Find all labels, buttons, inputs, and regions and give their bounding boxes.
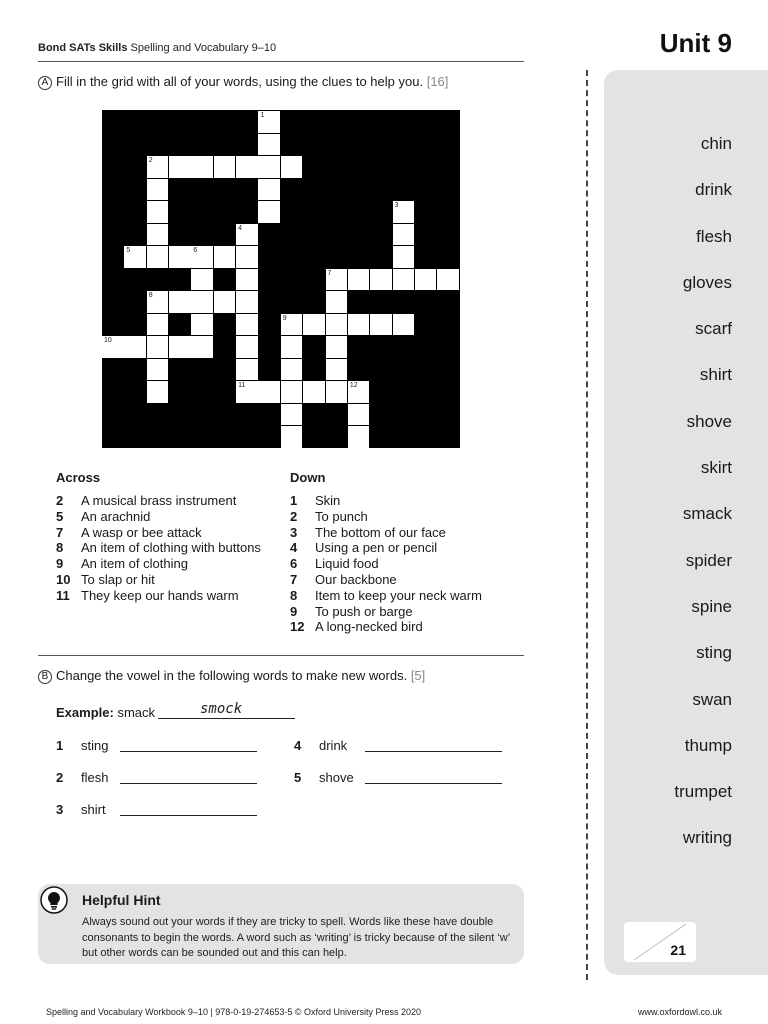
crossword-cell[interactable]: [326, 359, 348, 381]
lightbulb-icon: [40, 886, 68, 914]
clue-number: 9: [290, 603, 298, 619]
down-heading: Down: [290, 470, 326, 485]
crossword-cell[interactable]: [303, 314, 325, 336]
clue-text: Our backbone: [315, 571, 397, 587]
crossword-cell[interactable]: [147, 224, 169, 246]
clue-number: 2: [290, 508, 298, 524]
answer-line[interactable]: [120, 783, 257, 784]
crossword-cell[interactable]: [191, 314, 213, 336]
clue-text: A long-necked bird: [315, 619, 423, 635]
crossword-cell[interactable]: [191, 269, 213, 291]
clue-item: [290, 572, 482, 588]
across-heading: Across: [56, 470, 101, 485]
clue-text: The bottom of our face: [315, 524, 446, 540]
crossword-cell[interactable]: [281, 404, 303, 426]
crossword-cell[interactable]: [147, 314, 169, 336]
crossword-cell[interactable]: [326, 269, 348, 291]
clue-text: An item of clothing with buttons: [81, 540, 261, 556]
exercise-number: 3: [56, 802, 64, 817]
crossword-cell[interactable]: [214, 156, 236, 178]
clue-number: 6: [290, 556, 298, 572]
clue-item: [56, 556, 261, 572]
clue-number: 1: [290, 493, 298, 508]
crossword-cell[interactable]: [437, 269, 459, 291]
series-name: Bond SATs Skills: [38, 42, 128, 54]
crossword-cell[interactable]: [147, 179, 169, 201]
crossword-clue-number: 11: [238, 382, 246, 389]
clue-item: [56, 572, 261, 588]
clue-text: To slap or hit: [81, 571, 155, 587]
crossword-cell[interactable]: [258, 134, 280, 156]
exercise-word: shove: [319, 770, 354, 785]
crossword-cell[interactable]: [236, 291, 258, 313]
crossword-cell[interactable]: [258, 201, 280, 223]
hint-title: Helpful Hint: [82, 892, 161, 908]
word-list-item: swan: [692, 689, 732, 709]
crossword-cell[interactable]: [326, 314, 348, 336]
word-list-item: flesh: [696, 226, 732, 246]
crossword-cell[interactable]: [281, 381, 303, 403]
crossword-cell[interactable]: [370, 269, 392, 291]
clue-number: 5: [56, 508, 64, 524]
crossword-cell[interactable]: [258, 381, 280, 403]
crossword-clue-number: 8: [148, 292, 153, 299]
example-word: smack: [117, 705, 155, 720]
clue-item: [290, 619, 482, 635]
book-subtitle: Spelling and Vocabulary 9–10: [130, 42, 277, 54]
down-clues: [290, 493, 482, 635]
section-a-badge: A: [38, 76, 52, 90]
clue-text: Skin: [315, 493, 341, 508]
word-list-item: drink: [695, 180, 732, 200]
exercise-word: flesh: [81, 770, 109, 785]
crossword-cell[interactable]: [281, 359, 303, 381]
page-number-box: [624, 922, 696, 962]
word-list-item: gloves: [682, 272, 732, 292]
crossword-cell[interactable]: [326, 381, 348, 403]
section-b-instruction: [38, 668, 425, 684]
clue-number: 7: [290, 571, 298, 587]
word-list-item: spine: [691, 596, 732, 616]
crossword-grid: [102, 110, 460, 448]
crossword-cell[interactable]: [124, 246, 146, 268]
crossword-cell[interactable]: [326, 336, 348, 358]
clue-number: 2: [56, 493, 64, 508]
crossword-clue-number: 3: [394, 202, 399, 209]
clue-number: 12: [290, 619, 305, 635]
section-b-text: Change the vowel in the following words to make new words.: [56, 668, 408, 683]
clue-item: [56, 525, 261, 541]
crossword-cell[interactable]: [236, 156, 258, 178]
crossword-cell[interactable]: [236, 336, 258, 358]
crossword-clue-number: 9: [282, 314, 287, 322]
unit-title: Unit 9: [659, 28, 732, 58]
crossword-cell[interactable]: [147, 246, 169, 268]
word-list-item: smack: [682, 504, 732, 524]
footer-copyright: Spelling and Vocabulary Workbook 9–10 | 978-0-19-274653-5 © Oxford University Press 2020: [46, 1007, 422, 1017]
clue-item: [290, 540, 482, 556]
clue-item: [290, 509, 482, 525]
crossword-clue-number: 4: [238, 224, 242, 232]
clue-item: [290, 604, 482, 620]
clue-number: 8: [290, 587, 298, 603]
crossword-clue-number: 1: [260, 112, 265, 119]
clue-item: [290, 493, 482, 509]
crossword-cell[interactable]: [214, 291, 236, 313]
clue-text: Item to keep your neck warm: [315, 587, 482, 603]
crossword-cell[interactable]: [348, 381, 370, 403]
cut-line: [586, 70, 588, 980]
section-divider: [38, 655, 524, 656]
clue-text: An item of clothing: [81, 556, 188, 572]
crossword-cell[interactable]: [191, 156, 213, 178]
crossword-cell[interactable]: [393, 201, 415, 223]
footer-website: www.oxfordowl.co.uk: [637, 1007, 722, 1017]
header-divider: [38, 61, 524, 62]
crossword-cell[interactable]: [281, 156, 303, 178]
clue-text: To push or barge: [315, 603, 413, 619]
clue-number: 7: [56, 524, 64, 540]
answer-line[interactable]: [120, 751, 257, 752]
word-list-item: trumpet: [674, 782, 732, 802]
crossword-cell[interactable]: [348, 314, 370, 336]
crossword-cell[interactable]: [348, 426, 370, 448]
crossword-clue-number: 7: [327, 269, 332, 277]
across-clues: [56, 493, 261, 604]
clue-text: Liquid food: [315, 556, 379, 572]
page-number: 21: [670, 942, 686, 958]
crossword-cell[interactable]: [147, 291, 169, 313]
crossword-clue-number: 10: [104, 337, 112, 344]
crossword-cell[interactable]: [370, 314, 392, 336]
answer-line[interactable]: [365, 751, 502, 752]
clue-text: To punch: [315, 508, 368, 524]
crossword-cell[interactable]: [393, 246, 415, 268]
exercise-number: 1: [56, 738, 64, 753]
clue-item: [290, 588, 482, 604]
word-list-item: writing: [682, 828, 732, 848]
clue-number: 11: [56, 587, 70, 603]
crossword-cell[interactable]: [393, 269, 415, 291]
crossword-cell[interactable]: [191, 246, 213, 268]
exercise-number: 2: [56, 770, 64, 785]
section-a-instruction: [38, 74, 448, 90]
crossword-cell[interactable]: [415, 269, 437, 291]
clue-text: An arachnid: [81, 508, 151, 524]
section-a-text: Fill in the grid with all of your words, using the clues to help you.: [56, 74, 424, 89]
crossword-clue-number: 5: [126, 247, 131, 254]
crossword-cell[interactable]: [281, 336, 303, 358]
crossword-cell[interactable]: [258, 156, 280, 178]
section-b-badge: B: [38, 670, 52, 684]
exercise-number: 4: [294, 738, 302, 753]
crossword-cell[interactable]: [169, 246, 191, 268]
crossword-cell[interactable]: [147, 359, 169, 381]
word-list-item: sting: [696, 643, 732, 663]
example-answer-line: [158, 718, 295, 719]
hint-text: Always sound out your words if they are tricky to spell. Words like these have double consonants to begin the words. A word such as ‘writing’ is tricky because of the silent ‘w’ but other words can be sounded out and this can help.: [82, 916, 510, 959]
word-list-item: chin: [700, 134, 732, 153]
clue-text: They keep our hands warm: [81, 587, 239, 603]
clue-item: [56, 493, 261, 509]
crossword-cell[interactable]: [348, 404, 370, 426]
crossword-cell[interactable]: [393, 224, 415, 246]
crossword-cell[interactable]: [393, 314, 415, 336]
crossword-cell[interactable]: [236, 224, 258, 246]
clue-number: 3: [290, 524, 298, 540]
crossword-cell[interactable]: [258, 111, 280, 133]
clue-item: [290, 525, 482, 541]
crossword-cell[interactable]: [236, 246, 258, 268]
clue-text: Using a pen or pencil: [315, 540, 438, 556]
answer-line[interactable]: [365, 783, 502, 784]
clue-text: A wasp or bee attack: [81, 524, 202, 540]
clue-item: [56, 588, 261, 604]
word-list-item: spider: [685, 550, 732, 570]
word-list: [604, 134, 732, 875]
crossword-cell[interactable]: [169, 156, 191, 178]
exercise-number: 5: [294, 770, 302, 785]
crossword-cell[interactable]: [281, 314, 303, 336]
crossword-cell[interactable]: [191, 291, 213, 313]
crossword-cell[interactable]: [147, 156, 169, 178]
exercise-word: drink: [319, 738, 348, 753]
crossword-cell[interactable]: [303, 381, 325, 403]
clue-number: 4: [290, 540, 298, 556]
section-b-marks: [5]: [410, 668, 426, 683]
word-list-item: thump: [684, 735, 732, 755]
crossword-cell[interactable]: [191, 336, 213, 358]
crossword-cell[interactable]: [169, 336, 191, 358]
example-label: Example:: [56, 705, 114, 720]
crossword-cell[interactable]: [147, 201, 169, 223]
crossword-cell[interactable]: [326, 291, 348, 313]
clue-number: 10: [56, 571, 71, 587]
example-answer: smock: [200, 701, 243, 717]
crossword-cell[interactable]: [236, 359, 258, 381]
section-a-marks: [16]: [426, 74, 449, 89]
example-row: [56, 705, 155, 720]
crossword-cell[interactable]: [236, 381, 258, 403]
word-list-item: shove: [686, 411, 732, 431]
word-list-item: shirt: [699, 365, 732, 385]
clue-number: 9: [56, 556, 64, 572]
crossword-cell[interactable]: [124, 336, 146, 358]
word-list-item: scarf: [695, 319, 732, 339]
crossword-cell[interactable]: [147, 381, 169, 403]
word-list-item: skirt: [700, 458, 732, 478]
crossword-cell[interactable]: [281, 426, 303, 448]
clue-item: [56, 509, 261, 525]
clue-item: [290, 556, 482, 572]
crossword-cell[interactable]: [236, 314, 258, 336]
clue-text: A musical brass instrument: [81, 493, 237, 508]
clue-number: 8: [56, 540, 64, 556]
header-title: [38, 42, 276, 54]
crossword-cell[interactable]: [348, 269, 370, 291]
crossword-clue-number: 12: [349, 382, 358, 389]
crossword-cell[interactable]: [258, 179, 280, 201]
crossword-cell[interactable]: [236, 269, 258, 291]
crossword-cell[interactable]: [169, 291, 191, 313]
crossword-cell[interactable]: [214, 246, 236, 268]
answer-line[interactable]: [120, 815, 257, 816]
crossword-cell[interactable]: [102, 336, 124, 358]
exercise-word: sting: [81, 738, 109, 753]
crossword-clue-number: 2: [148, 157, 153, 164]
crossword-cell[interactable]: [348, 449, 370, 471]
crossword-clue-number: 6: [193, 247, 198, 254]
crossword-cell[interactable]: [147, 336, 169, 358]
exercise-word: shirt: [81, 802, 106, 817]
clue-item: [56, 540, 261, 556]
